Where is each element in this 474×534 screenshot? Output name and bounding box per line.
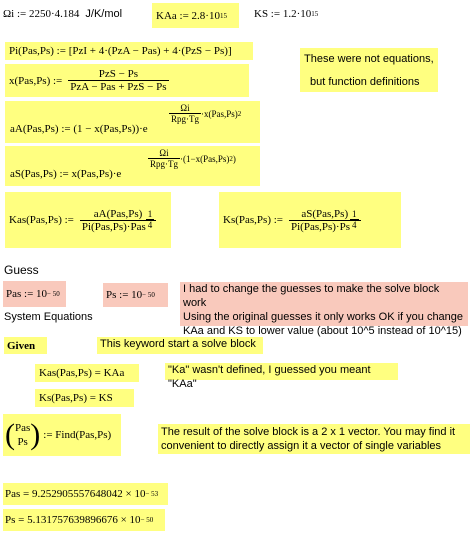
equation-kas[interactable]: Kas(Pas,Ps) = KAa	[35, 364, 139, 382]
ks-fraction: aS(Pas,Ps) Pi(Pas,Ps)·Ps $\frac{1}{4}$	[289, 208, 361, 233]
given-keyword[interactable]: Given	[4, 337, 47, 354]
guess-pas[interactable]: Pas := 10 − 50	[3, 281, 66, 307]
result-ps[interactable]: Ps = 5.131757639896676 × 10 − 50	[3, 509, 165, 531]
x-function-definition[interactable]: x(Pas,Ps) := $\frac{\text{PzS − Ps}}{\text{PzA − Pas + PzS − Ps}}$	[5, 64, 249, 97]
kas-function-definition[interactable]: Kas(Pas,Ps) := aA(Pas,Ps) Pi(Pas,Ps)·Pas $\frac{1}{4}$	[5, 192, 171, 248]
pi-function-definition[interactable]: Pi(Pas,Ps) := [PzI + 4·(PzA − Pas) + 4·(PzS − Ps)]	[5, 42, 253, 60]
x-fraction: $\frac{\text{PzS − Ps}}{\text{PzA − Pas + PzS − Ps}}$	[70, 68, 167, 93]
ks-definition[interactable]: KS := 1.2·10 15	[254, 8, 319, 20]
aA-function-definition[interactable]: aA(Pas,Ps) := (1 − x(Pas,Ps))·e $\frac{\Omega i}{\text{Rpg·Tg}}$ ·x(Pas,Ps) 2	[5, 101, 260, 143]
note-function-definitions: These were not equations, but function definitions	[300, 48, 438, 92]
equation-ks[interactable]: Ks(Pas,Ps) = KS	[35, 389, 134, 407]
aA-exponent-fraction: $\frac{\Omega i}{\text{Rpg·Tg}}$	[171, 103, 199, 124]
note-given: This keyword start a solve block	[97, 337, 263, 354]
note-eq1: "Ka" wasn't defined, I guessed you meant "KAa"	[165, 363, 398, 380]
kas-fraction: aA(Pas,Ps) Pi(Pas,Ps)·Pas $\frac{1}{4}$	[80, 208, 156, 233]
omega-definition: Ωi := 2250·4.184 J/K/mol	[3, 8, 123, 20]
result-pas[interactable]: Pas = 9.252905557648042 × 10 − 53	[3, 483, 168, 505]
kaa-definition[interactable]: KAa := 2.8·10 15	[152, 3, 239, 28]
guess-ps[interactable]: Ps := 10 − 50	[103, 283, 168, 307]
system-equations-label: System Equations	[4, 311, 93, 323]
aS-exponent-fraction: $\frac{\Omega i}{\text{Rpg·Tg}}$	[150, 148, 178, 169]
note-find: The result of the solve block is a 2 x 1 vector. You may find it convenient to directly assign it a vector of single variables	[158, 424, 470, 454]
ks-function-definition[interactable]: Ks(Pas,Ps) := aS(Pas,Ps) Pi(Pas,Ps)·Ps $\frac{1}{4}$	[219, 192, 401, 248]
aS-function-definition[interactable]: aS(Pas,Ps) := x(Pas,Ps)·e $\frac{\Omega i}{\text{Rpg·Tg}}$ ·(1−x(Pas,Ps) 2 )	[5, 146, 260, 186]
guess-label: Guess	[4, 263, 39, 277]
result-vector: Pas Ps	[15, 422, 31, 448]
note-guess: I had to change the guesses to make the solve block work Using the original guesses it only works OK if you change KAa and KS to lower value (about 10^5 instead of 10^15)	[180, 282, 468, 326]
find-assignment[interactable]: ( Pas Ps ) := Find(Pas,Ps)	[3, 414, 121, 456]
